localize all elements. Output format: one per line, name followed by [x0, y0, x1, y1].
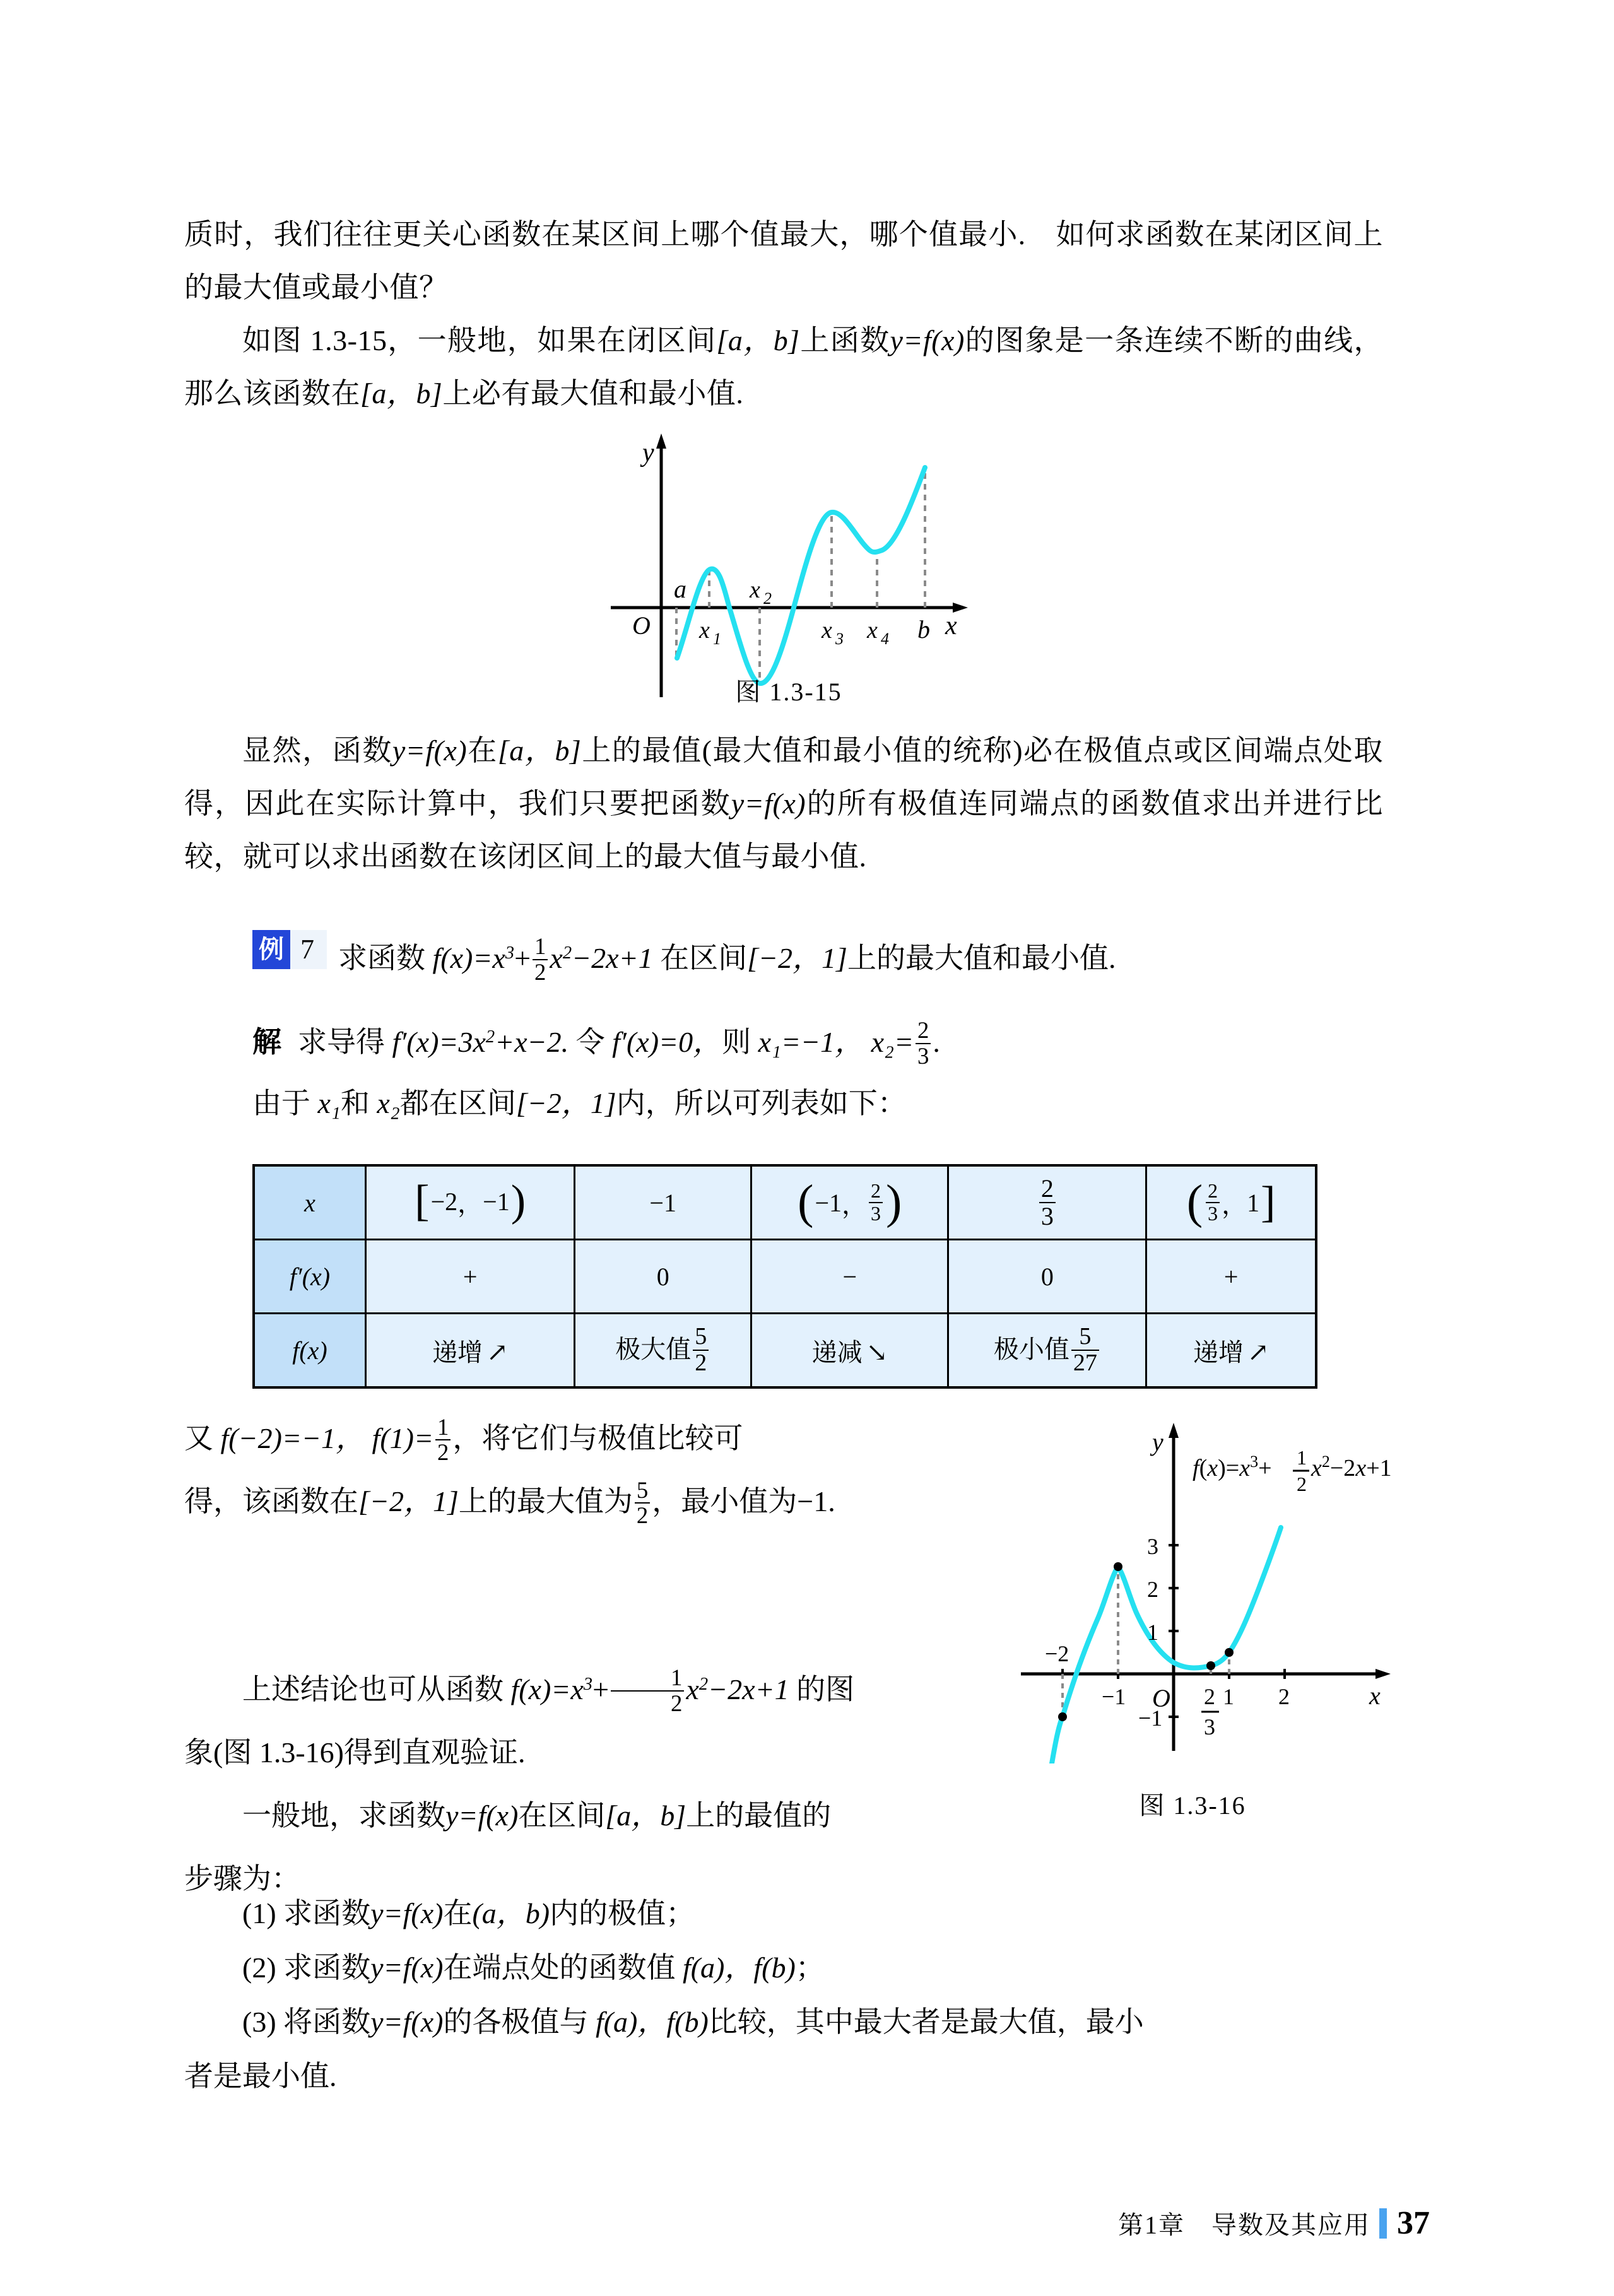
x-axis-label-2: x: [1369, 1681, 1381, 1710]
atl1-frac-den: 2: [437, 1439, 449, 1466]
table-row-fprime: [254, 1240, 1316, 1314]
step-3: [184, 1995, 1383, 2049]
formula-part-1: $f(x)=x^3+$: [1193, 1452, 1272, 1481]
afl1-fraction: [611, 1666, 684, 1716]
afl1-fn-exp: 3: [583, 1675, 593, 1694]
interval-1-low: −2: [430, 1187, 458, 1216]
interval-3-low: −1: [815, 1188, 842, 1217]
after-fig-line-1: [184, 1653, 979, 1721]
interval-5: [1186, 1175, 1277, 1229]
step-3-a: 将函数: [283, 2006, 371, 2038]
afl3-a: 一般地，求函数: [242, 1799, 445, 1832]
afl1-x2: x: [686, 1673, 699, 1705]
cell-fp-3: [751, 1240, 948, 1314]
extremum-label-4: 极小值: [993, 1335, 1069, 1364]
trend-f-5: 递增: [1193, 1338, 1244, 1367]
afl1-frac-den: 2: [671, 1690, 683, 1716]
trend-f-3: 递减: [811, 1338, 863, 1367]
steps-tail: 者是最小值.: [184, 2060, 337, 2092]
atl1-a: 又: [184, 1422, 213, 1454]
after-table-line-2: [184, 1470, 979, 1533]
p2-part-d: 上必有最大值和最小值.: [442, 377, 744, 409]
afl1-b: 的图: [796, 1673, 855, 1705]
y-axis-arrow: [656, 433, 666, 449]
cell-fp-2: [575, 1240, 751, 1314]
p2-part-a: 如图 1.3-15，一般地，如果在闭区间: [242, 324, 717, 356]
step-1-function: y=f(x): [370, 1897, 444, 1929]
row-header-f: [254, 1314, 366, 1388]
footer-page-number: 37: [1397, 2205, 1430, 2241]
solution-x2-num: 2: [916, 1018, 931, 1044]
formula-frac-num: 1: [1297, 1446, 1307, 1469]
point-local-max: [1114, 1562, 1122, 1571]
afl1-x2-exp: 2: [698, 1675, 709, 1694]
y-tick-label-2: 2: [1147, 1577, 1158, 1602]
atl1-f-one-lhs: f(1)=: [372, 1422, 434, 1454]
solution-let: 令: [575, 1025, 605, 1058]
afl1-plus: +: [592, 1673, 610, 1705]
y-tick-label-neg1: −1: [1138, 1705, 1163, 1731]
solution-deriv-lhs: f′(x)=3x: [392, 1025, 486, 1058]
step-3-c: 比较，其中最大者是最大值，最小: [708, 2006, 1144, 2038]
paragraph-3-block: [184, 724, 1383, 883]
atl1-fraction: [435, 1415, 451, 1465]
cell-x-2: [575, 1165, 751, 1240]
atl2-a: 得，该函数在: [184, 1485, 358, 1517]
afl1-tail: −2x+1: [708, 1673, 789, 1705]
solution-x2-fraction: [916, 1018, 931, 1068]
after-fig-line-4: 步骤为：: [184, 1862, 300, 1895]
cell-fp-4: [948, 1240, 1146, 1314]
solution-mark: 解: [252, 1025, 281, 1058]
table-intro-x1: x₁: [317, 1087, 341, 1119]
x-tick-label-2: 2: [1278, 1684, 1290, 1709]
cell-f-3: [751, 1314, 948, 1388]
p3-part-c: 上的最值(最大值和最小值的统称)必在极值点或区间端点处取得，因此在实际计算中，我们只要把函数: [184, 734, 1383, 820]
example-prompt: [338, 926, 1116, 986]
point-local-min: [1206, 1661, 1215, 1670]
solution-then: 则: [722, 1025, 751, 1058]
table-intro-b: 都在区间: [399, 1087, 516, 1119]
y-tick-label-3: 3: [1147, 1534, 1158, 1559]
row-header-f-label: f(x): [292, 1336, 327, 1365]
example-badge: [252, 930, 327, 969]
p3-function-2: y=f(x): [731, 787, 806, 820]
extremum-label-2: 极大值: [615, 1335, 692, 1364]
solution-deriv-exp: 2: [485, 1027, 495, 1047]
example-badge-number: 7: [300, 934, 314, 965]
prompt-pre: 求函数: [338, 941, 425, 974]
atl2-interval: [−2，1]: [358, 1485, 459, 1517]
formula-part-2: $x^2-2x+1$: [1311, 1452, 1392, 1481]
step-2-b: 在端点处的函数值: [443, 1952, 676, 1984]
prompt-fraction: [533, 934, 548, 984]
label-x3: x: [822, 617, 832, 644]
p3-interval: [a，b]: [497, 734, 582, 767]
p2-interval-ab: [a，b]: [716, 324, 800, 356]
label-x2: x: [750, 577, 760, 603]
label-y-axis: y: [642, 439, 654, 468]
curve-path-2: [1052, 1528, 1281, 1763]
step-2: [184, 1941, 1383, 1995]
cell-x-4: [948, 1165, 1146, 1240]
table-intro-x2: x₂: [377, 1087, 400, 1119]
atl2-b: 上的最大值为: [458, 1485, 633, 1517]
step-2-num: (2): [242, 1952, 276, 1984]
afl1-function: [510, 1664, 789, 1716]
table-row-f: [254, 1314, 1316, 1388]
interval-1-high: −1: [483, 1187, 510, 1216]
y-axis-label-2: y: [1152, 1428, 1163, 1456]
row-header-fprime: [254, 1240, 366, 1314]
sign-fp-1: +: [462, 1262, 478, 1291]
afl1-fn-lhs: f(x)=x: [510, 1673, 584, 1705]
curve-formula-label: [1193, 1446, 1392, 1495]
curve-path: [677, 468, 925, 683]
solution-x2-lhs: x₂=: [871, 1025, 914, 1058]
top-text-block: [184, 208, 1383, 420]
extremum-value-2-num: 5: [693, 1324, 709, 1351]
afl3-b: 在区间: [518, 1799, 606, 1832]
after-fig-line-2: 象(图 1.3-16)得到直观验证.: [184, 1736, 526, 1769]
atl1-f-one: [372, 1413, 453, 1466]
step-1-c: 内的极值；: [550, 1897, 695, 1929]
x-tick-label-neg2: −2: [1045, 1641, 1069, 1666]
interval-1-rb: ): [510, 1177, 526, 1226]
interval-1-lb: [: [415, 1177, 430, 1226]
paragraph-2: [184, 314, 1383, 420]
interval-1-sep: ，: [457, 1189, 483, 1218]
extremum-value-2: [693, 1324, 709, 1376]
cell-f-1: [366, 1314, 575, 1388]
x-tick-label-frac-den: 3: [1204, 1714, 1215, 1740]
paragraph-1: 质时，我们往往更关心函数在某区间上哪个值最大，哪个值最小. 如何求函数在某闭区间上的最大值或最小值？: [184, 218, 1383, 303]
prompt-mid: 在区间: [660, 941, 748, 974]
interval-5-frac-num: 2: [1206, 1180, 1220, 1203]
table-intro-interval: [−2，1]: [515, 1087, 616, 1119]
label-x-axis: x: [945, 611, 957, 640]
after-table-text: [184, 1407, 979, 1533]
label-b: b: [917, 615, 930, 644]
interval-5-frac-den: 3: [1208, 1202, 1218, 1225]
value-x-2: −1: [649, 1188, 676, 1217]
afl1-a: 上述结论也可从函数: [242, 1673, 504, 1705]
y-axis-arrow-2: [1169, 1423, 1179, 1438]
interval-5-sep: ，: [1222, 1190, 1247, 1219]
step-3-b: 的各极值与: [443, 2006, 589, 2038]
interval-3-rb: ): [886, 1175, 902, 1229]
steps-block: [184, 1887, 1383, 2104]
step-1-num: (1): [242, 1897, 276, 1929]
solution-line: [252, 1008, 1382, 1071]
solution-x1: x₁=−1，: [758, 1025, 864, 1058]
trend-f-1: 递增: [432, 1338, 483, 1367]
p2-function: y=f(x): [890, 324, 965, 356]
cell-x-5: [1146, 1165, 1316, 1240]
label-x3-sub: 3: [835, 630, 844, 648]
prompt-fn-x2-exp: 2: [562, 943, 572, 963]
p3-part-a: 显然，函数: [242, 734, 392, 767]
sign-fp-5: +: [1223, 1262, 1239, 1291]
step-1: [184, 1887, 1383, 1941]
table-intro-a: 由于: [252, 1087, 310, 1119]
step-2-endpoints: f(a)，f(b): [682, 1952, 796, 1984]
interval-3-frac: [869, 1180, 883, 1224]
cell-f-5: [1146, 1314, 1316, 1388]
table-intro-and: 和: [340, 1087, 370, 1119]
figure-1-3-16: [984, 1410, 1401, 1763]
p2-interval-ab-2: [a，b]: [360, 377, 443, 409]
value-x-4-den: 3: [1040, 1202, 1054, 1230]
solution-x2-den: 3: [917, 1042, 929, 1069]
solution-eq0: f′(x)=0，: [612, 1025, 722, 1058]
cell-f-2: [575, 1314, 751, 1388]
example-badge-label: 例: [252, 930, 290, 969]
extremum-value-4: [1071, 1324, 1099, 1376]
step-3-num: (3): [242, 2006, 276, 2038]
after-figure-text: [184, 1653, 979, 1910]
sign-fp-3: −: [842, 1262, 857, 1291]
step-2-c: ；: [795, 1952, 825, 1984]
afl3-c: 上的最值的: [686, 1799, 832, 1832]
x-axis-arrow-2: [1375, 1669, 1391, 1679]
interval-3-lb: (: [798, 1175, 814, 1229]
solution-deriv-tail: +x−2.: [495, 1025, 569, 1058]
label-x1: x: [699, 617, 710, 644]
p2-part-b: 上函数: [799, 324, 890, 356]
atl2-frac-den: 2: [636, 1502, 649, 1529]
atl2-frac-num: 5: [635, 1478, 650, 1504]
interval-3-frac-num: 2: [869, 1180, 883, 1203]
row-header-x: [254, 1165, 366, 1240]
variation-table: [252, 1164, 1317, 1389]
cell-fp-5: [1146, 1240, 1316, 1314]
extremum-value-4-num: 5: [1071, 1324, 1099, 1351]
y-tick-label-1: 1: [1147, 1620, 1158, 1645]
cell-x-3: [751, 1165, 948, 1240]
row-header-fprime-label: f′(x): [289, 1262, 331, 1291]
label-x1-sub: 1: [713, 630, 721, 648]
formula-frac-den: 2: [1297, 1473, 1307, 1495]
prompt-fn-x2: x: [550, 941, 563, 974]
value-x-4: [1039, 1175, 1056, 1230]
arrow-down-right-icon-3: ↘: [866, 1338, 888, 1367]
label-x4-sub: 4: [881, 630, 889, 648]
example-7-block: [252, 926, 1382, 986]
prompt-interval: [−2，1]: [747, 941, 847, 974]
afl1-frac-num: 1: [611, 1666, 684, 1692]
atl2-fraction: [635, 1478, 650, 1528]
sign-fp-2: 0: [656, 1262, 669, 1291]
prompt-frac-num: 1: [533, 934, 548, 960]
afl3-interval: [a，b]: [605, 1799, 686, 1832]
interval-3: [796, 1175, 903, 1229]
label-a: a: [674, 575, 686, 603]
interval-5-rb: ]: [1261, 1178, 1276, 1227]
figure-2-svg: [984, 1410, 1401, 1763]
row-header-x-label: x: [304, 1188, 315, 1217]
sign-fp-4: 0: [1040, 1262, 1054, 1291]
value-x-4-num: 2: [1039, 1175, 1056, 1203]
point-endpoint-right: [1225, 1648, 1234, 1657]
p3-function: y=f(x): [392, 734, 468, 767]
solution-period: .: [933, 1025, 940, 1058]
label-x2-sub: 2: [763, 589, 772, 608]
point-endpoint-min: [1058, 1712, 1067, 1721]
figure-2-caption: 图 1.3-16: [1139, 1791, 1246, 1820]
step-3-function: y=f(x): [370, 2006, 444, 2038]
x-tick-label-neg1: −1: [1102, 1684, 1126, 1709]
solution-x2: [871, 1017, 940, 1069]
atl1-f-minus2: f(−2)=−1，: [220, 1422, 365, 1454]
paragraph-3: [184, 724, 1383, 883]
step-1-b: 在: [443, 1897, 473, 1929]
cell-x-1: [366, 1165, 575, 1240]
interval-3-sep: ，: [842, 1190, 868, 1219]
extremum-value-4-den: 27: [1073, 1350, 1097, 1376]
cell-fp-1: [366, 1240, 575, 1314]
page-footer: [0, 2205, 1614, 2242]
label-origin: O: [632, 611, 651, 640]
prompt-fn-plus: +: [514, 941, 531, 974]
interval-5-frac: [1206, 1180, 1220, 1224]
prompt-function: [432, 933, 653, 985]
x-tick-label-1: 1: [1223, 1684, 1234, 1709]
atl1-frac-num: 1: [435, 1415, 451, 1441]
figure-1-caption: 图 1.3-15: [735, 678, 842, 706]
prompt-post: 上的最大值和最小值.: [847, 941, 1116, 974]
after-table-line-1: [184, 1407, 979, 1470]
interval-5-lb: (: [1186, 1175, 1203, 1229]
cell-f-4: [948, 1314, 1146, 1388]
after-fig-line-3: [184, 1784, 979, 1847]
step-1-a: 求函数: [283, 1897, 371, 1929]
solution-derivative: [392, 1026, 569, 1058]
table-intro-c: 内，所以可列表如下：: [616, 1087, 907, 1119]
p3-part-b: 在: [467, 734, 498, 767]
footer-bar-divider: [1379, 2208, 1387, 2239]
interval-3-frac-den: 3: [871, 1202, 881, 1225]
arrow-up-right-icon-1: ↗: [486, 1338, 509, 1367]
origin-label-2: O: [1152, 1684, 1170, 1712]
p2-part-c: 的图象是一条连续不断的曲线，那么该函数在: [184, 324, 1384, 409]
p3-part-d: 的所有极值连同端点的函数值求出并进行比较，就可以求出函数在该闭区间上的最大值与最小值.: [184, 787, 1384, 873]
interval-5-high: 1: [1247, 1188, 1260, 1217]
table-intro-line: [252, 1080, 1382, 1122]
step-2-a: 求函数: [283, 1952, 371, 1984]
footer-chapter: 第1章 导数及其应用: [1118, 2211, 1370, 2239]
x-tick-label-frac-num: 2: [1204, 1684, 1215, 1709]
afl3-function: y=f(x): [445, 1799, 519, 1832]
step-1-interval: (a，b): [472, 1897, 550, 1929]
atl1-b: ，将它们与极值比较可: [452, 1422, 743, 1454]
prompt-fn-tail: −2x+1: [572, 941, 653, 974]
interval-1: [413, 1177, 527, 1226]
step-2-function: y=f(x): [370, 1952, 444, 1984]
prompt-fn-exp: 3: [505, 943, 515, 963]
arrow-up-right-icon-5: ↗: [1247, 1338, 1269, 1367]
prompt-frac-den: 2: [534, 958, 546, 985]
solution-pre: 求导得: [298, 1025, 385, 1058]
label-x4: x: [867, 617, 878, 644]
step-3-endpoints: f(a)，f(b): [595, 2006, 709, 2038]
extremum-value-2-den: 2: [695, 1350, 707, 1376]
prompt-fn-lhs: f(x)=x: [432, 941, 505, 974]
atl2-c: ，最小值为−1.: [652, 1485, 835, 1517]
table-row-x: [254, 1165, 1316, 1240]
